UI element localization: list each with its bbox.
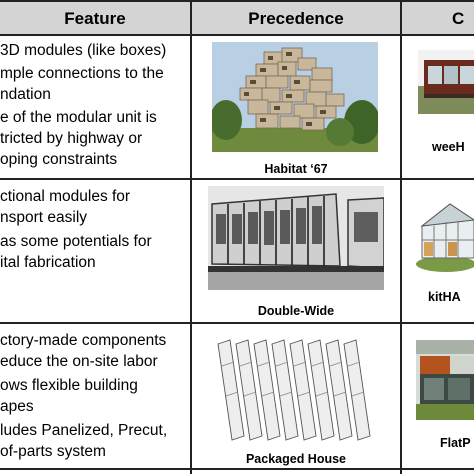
kithaus-caption: kitHA [428, 290, 461, 304]
flatpak-photo [416, 340, 474, 420]
header-case: C [452, 9, 465, 28]
row3-feature-6: of-parts system [0, 443, 106, 460]
row-divider-2 [0, 322, 474, 324]
habitat-67-caption: Habitat ‘67 [264, 162, 328, 176]
row3-feature-3: ows flexible building [0, 377, 138, 394]
row2-feature-1: ctional modules for [0, 188, 131, 205]
weehouse-photo [418, 50, 474, 114]
packaged-house-drawing [212, 336, 378, 444]
row1-feature-4: e of the modular unit is [0, 109, 157, 126]
row2-feature-2: nsport easily [0, 209, 88, 226]
double-wide-photo [208, 186, 384, 290]
row2-features [0, 186, 152, 273]
header-feature: Feature [64, 9, 126, 28]
weehouse-caption: weeH [432, 140, 465, 154]
row1-features [0, 40, 166, 170]
header-divider [0, 34, 474, 36]
flatpak-caption: FlatP [440, 436, 471, 450]
header-precedence: Precedence [248, 9, 344, 28]
kithaus-photo [416, 196, 474, 272]
row3-feature-4: apes [0, 398, 34, 415]
row1-feature-1: 3D modules (like boxes) [0, 42, 167, 59]
row-divider-1 [0, 178, 474, 180]
table-border-top [0, 0, 474, 2]
row3-feature-2: educe the on-site labor [0, 353, 158, 370]
row1-feature-3: ndation [0, 86, 51, 103]
habitat-67-photo [212, 42, 378, 152]
table-border-bottom [0, 468, 474, 470]
row1-feature-2: mple connections to the [0, 65, 164, 82]
row3-feature-5: ludes Panelized, Precut, [0, 422, 168, 439]
packaged-house-caption: Packaged House [245, 452, 347, 466]
row3-features [0, 330, 167, 462]
row2-feature-4: ital fabrication [0, 254, 96, 271]
double-wide-caption: Double-Wide [257, 304, 335, 318]
row1-feature-5: tricted by highway or [0, 130, 143, 147]
row3-feature-1: ctory-made components [0, 332, 167, 349]
column-divider-2 [400, 0, 402, 474]
column-divider-1 [190, 0, 192, 474]
row2-feature-3: as some potentials for [0, 233, 152, 250]
row1-feature-6: oping constraints [0, 151, 118, 168]
